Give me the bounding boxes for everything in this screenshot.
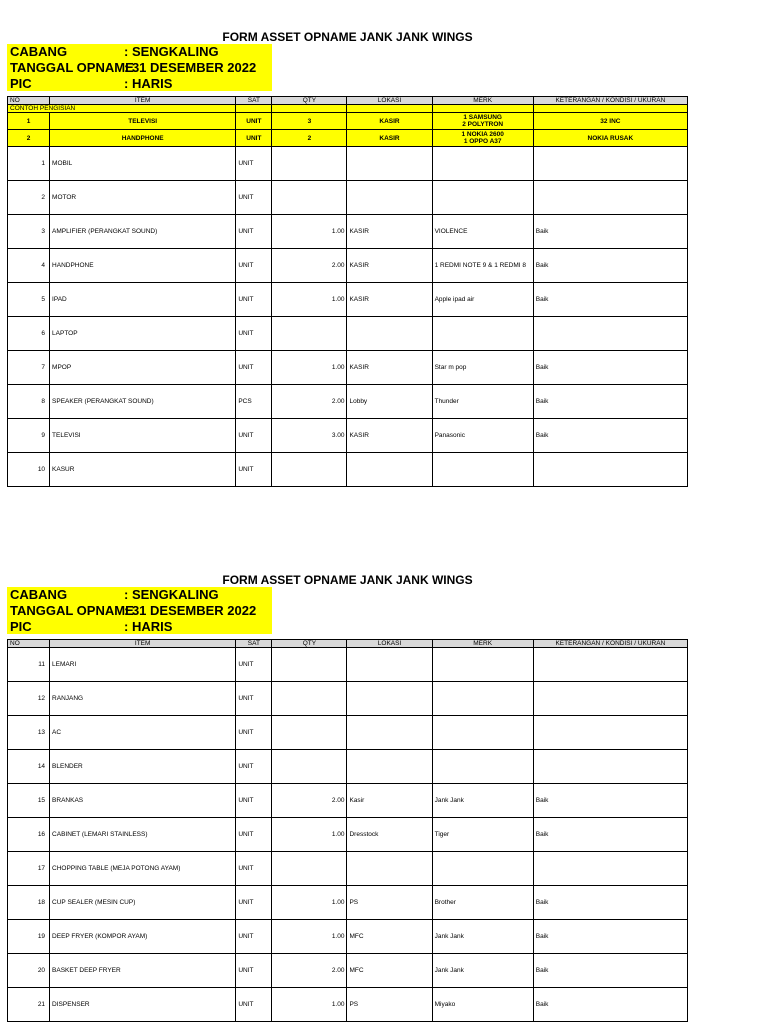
cell-merk: 1 REDMI NOTE 9 & 1 REDMI 8	[432, 249, 533, 283]
cell-keterangan: Baik	[533, 419, 687, 453]
table-row	[8, 351, 688, 385]
table-row	[8, 818, 688, 852]
cell-no: 14	[8, 750, 50, 784]
form-title: FORM ASSET OPNAME JANK JANK WINGS	[222, 573, 473, 587]
cell-qty: 1.00	[272, 988, 347, 1022]
info-pic: PIC : HARIS	[10, 76, 173, 91]
info-pic: PIC : HARIS	[10, 619, 173, 634]
cell-sat: UNIT	[236, 453, 272, 487]
cell-item: DEEP FRYER (KOMPOR AYAM)	[50, 920, 236, 954]
example-label: CONTOH PENGISIAN	[8, 105, 236, 113]
cell-qty: 1.00	[272, 818, 347, 852]
cell-lokasi	[347, 317, 432, 351]
cell-no: 18	[8, 886, 50, 920]
cell-merk: Miyako	[432, 988, 533, 1022]
cell-qty: 2.00	[272, 249, 347, 283]
info-tanggal: TANGGAL OPNAME: 31 DESEMBER 2022	[10, 60, 257, 75]
cell-merk	[432, 317, 533, 351]
cell-qty	[272, 648, 347, 682]
cell-qty: 1.00	[272, 351, 347, 385]
header-keterangan: KETERANGAN / KONDISI / UKURAN	[533, 97, 687, 105]
table-row	[8, 181, 688, 215]
info-box	[7, 587, 272, 634]
info-cabang: CABANG : SENGKALING	[10, 587, 219, 602]
cell-lokasi: KASIR	[347, 249, 432, 283]
info-cabang: CABANG : SENGKALING	[10, 44, 219, 59]
cell-merk: Jank Jank	[432, 920, 533, 954]
cell-item: BLENDER	[50, 750, 236, 784]
table-row	[8, 648, 688, 682]
table-row	[8, 920, 688, 954]
cell-keterangan: Baik	[533, 886, 687, 920]
cell-merk	[432, 852, 533, 886]
cell-no: 9	[8, 419, 50, 453]
cell-sat: UNIT	[236, 988, 272, 1022]
cell-merk: Apple ipad air	[432, 283, 533, 317]
cell-merk: Star m pop	[432, 351, 533, 385]
cell-qty	[272, 147, 347, 181]
cell-keterangan: Baik	[533, 920, 687, 954]
cell-keterangan: Baik	[533, 385, 687, 419]
table-row	[8, 954, 688, 988]
table-row	[8, 215, 688, 249]
cell-sat: PCS	[236, 385, 272, 419]
cell-merk: Jank Jank	[432, 954, 533, 988]
table-body	[8, 648, 688, 1022]
cell-qty	[272, 716, 347, 750]
cell-no: 4	[8, 249, 50, 283]
cell-keterangan	[533, 750, 687, 784]
cell-item: MOBIL	[50, 147, 236, 181]
cell-lokasi	[347, 648, 432, 682]
cell-sat: UNIT	[236, 818, 272, 852]
cell-lokasi	[347, 453, 432, 487]
cell-keterangan: Baik	[533, 283, 687, 317]
header-merk: MERK	[432, 640, 533, 648]
cell-merk: Panasonic	[432, 419, 533, 453]
cell-sat: UNIT	[236, 181, 272, 215]
cell-item: HANDPHONE	[50, 249, 236, 283]
cell-lokasi: KASIR	[347, 419, 432, 453]
table-row	[8, 750, 688, 784]
cell-keterangan: Baik	[533, 818, 687, 852]
cell-sat: UNIT	[236, 351, 272, 385]
cell-no: 10	[8, 453, 50, 487]
cell-sat: UNIT	[236, 750, 272, 784]
cell-merk	[432, 750, 533, 784]
cell-keterangan	[533, 453, 687, 487]
cell-item: BRANKAS	[50, 784, 236, 818]
asset-table	[7, 96, 688, 487]
cell-lokasi	[347, 852, 432, 886]
cell-item: MOTOR	[50, 181, 236, 215]
header-keterangan: KETERANGAN / KONDISI / UKURAN	[533, 640, 687, 648]
cell-item: KASUR	[50, 453, 236, 487]
example-row: 1 TELEVISI UNIT 3 KASIR 1 SAMSUNG 2 POLYTRON 32 INC	[8, 113, 688, 130]
cell-keterangan: Baik	[533, 215, 687, 249]
table-row	[8, 317, 688, 351]
cell-item: CUP SEALER (MESIN CUP)	[50, 886, 236, 920]
cell-no: 15	[8, 784, 50, 818]
asset-form-1	[7, 30, 688, 512]
cell-keterangan	[533, 317, 687, 351]
table-header-row	[8, 97, 688, 105]
cell-qty	[272, 453, 347, 487]
header-item: ITEM	[50, 97, 236, 105]
cell-item: RANJANG	[50, 682, 236, 716]
example-row: 2 HANDPHONE UNIT 2 KASIR 1 NOKIA 2600 1 OPPO A37 NOKIA RUSAK	[8, 130, 688, 147]
cell-lokasi: KASIR	[347, 215, 432, 249]
cell-qty: 2.00	[272, 784, 347, 818]
cell-lokasi: MFC	[347, 920, 432, 954]
header-lokasi: LOKASI	[347, 640, 432, 648]
cell-qty: 2.00	[272, 385, 347, 419]
cell-no: 20	[8, 954, 50, 988]
cell-sat: UNIT	[236, 419, 272, 453]
cell-sat: UNIT	[236, 784, 272, 818]
cell-item: AC	[50, 716, 236, 750]
table-row	[8, 852, 688, 886]
cell-no: 19	[8, 920, 50, 954]
cell-merk	[432, 682, 533, 716]
table-body	[8, 147, 688, 487]
form-title: FORM ASSET OPNAME JANK JANK WINGS	[222, 30, 473, 44]
cell-sat: UNIT	[236, 920, 272, 954]
header-sat: SAT	[236, 640, 272, 648]
info-box	[7, 44, 272, 91]
cell-keterangan	[533, 147, 687, 181]
cell-sat: UNIT	[236, 215, 272, 249]
cell-lokasi: Lobby	[347, 385, 432, 419]
example-label-row	[8, 105, 688, 113]
table-row	[8, 283, 688, 317]
cell-qty: 1.00	[272, 215, 347, 249]
cell-merk	[432, 648, 533, 682]
cell-no: 21	[8, 988, 50, 1022]
cell-keterangan	[533, 682, 687, 716]
cell-item: SPEAKER (PERANGKAT SOUND)	[50, 385, 236, 419]
cell-lokasi: Dresstock	[347, 818, 432, 852]
header-sat: SAT	[236, 97, 272, 105]
cell-qty	[272, 181, 347, 215]
cell-keterangan	[533, 181, 687, 215]
cell-sat: UNIT	[236, 716, 272, 750]
cell-merk	[432, 181, 533, 215]
cell-item: TELEVISI	[50, 419, 236, 453]
cell-keterangan	[533, 852, 687, 886]
cell-lokasi	[347, 181, 432, 215]
cell-lokasi: PS	[347, 988, 432, 1022]
cell-no: 17	[8, 852, 50, 886]
header-no: NO	[8, 640, 50, 648]
cell-qty	[272, 750, 347, 784]
table-row	[8, 419, 688, 453]
cell-item: DISPENSER	[50, 988, 236, 1022]
cell-sat: UNIT	[236, 682, 272, 716]
cell-merk: Brother	[432, 886, 533, 920]
cell-qty: 3.00	[272, 419, 347, 453]
cell-item: BASKET DEEP FRYER	[50, 954, 236, 988]
table-row	[8, 886, 688, 920]
cell-sat: UNIT	[236, 886, 272, 920]
table-row	[8, 716, 688, 750]
cell-sat: UNIT	[236, 954, 272, 988]
cell-keterangan: Baik	[533, 249, 687, 283]
cell-qty	[272, 682, 347, 716]
cell-no: 3	[8, 215, 50, 249]
table-row	[8, 682, 688, 716]
asset-form-2	[7, 573, 688, 1024]
cell-no: 16	[8, 818, 50, 852]
cell-no: 1	[8, 147, 50, 181]
cell-qty	[272, 852, 347, 886]
cell-lokasi: MFC	[347, 954, 432, 988]
cell-item: LAPTOP	[50, 317, 236, 351]
cell-no: 5	[8, 283, 50, 317]
cell-merk	[432, 147, 533, 181]
cell-qty	[272, 317, 347, 351]
cell-no: 11	[8, 648, 50, 682]
header-qty: QTY	[272, 640, 347, 648]
cell-keterangan: Baik	[533, 784, 687, 818]
cell-merk: Jank Jank	[432, 784, 533, 818]
cell-item: CHOPPING TABLE (MEJA POTONG AYAM)	[50, 852, 236, 886]
cell-sat: UNIT	[236, 147, 272, 181]
cell-keterangan	[533, 648, 687, 682]
table-row	[8, 453, 688, 487]
cell-qty: 2.00	[272, 954, 347, 988]
header-lokasi: LOKASI	[347, 97, 432, 105]
cell-item: CABINET (LEMARI STAINLESS)	[50, 818, 236, 852]
cell-lokasi	[347, 147, 432, 181]
cell-keterangan: Baik	[533, 988, 687, 1022]
cell-no: 6	[8, 317, 50, 351]
cell-merk: Thunder	[432, 385, 533, 419]
cell-item: LEMARI	[50, 648, 236, 682]
header-no: NO	[8, 97, 50, 105]
cell-sat: UNIT	[236, 283, 272, 317]
cell-sat: UNIT	[236, 249, 272, 283]
table-row	[8, 784, 688, 818]
cell-lokasi: KASIR	[347, 351, 432, 385]
cell-keterangan	[533, 716, 687, 750]
cell-keterangan: Baik	[533, 954, 687, 988]
cell-merk	[432, 716, 533, 750]
table-row	[8, 385, 688, 419]
header-qty: QTY	[272, 97, 347, 105]
cell-lokasi: Kasir	[347, 784, 432, 818]
cell-lokasi: KASIR	[347, 283, 432, 317]
table-header-row	[8, 640, 688, 648]
cell-no: 7	[8, 351, 50, 385]
table-row	[8, 147, 688, 181]
info-tanggal: TANGGAL OPNAME: 31 DESEMBER 2022	[10, 603, 257, 618]
cell-qty: 1.00	[272, 886, 347, 920]
cell-sat: UNIT	[236, 648, 272, 682]
cell-sat: UNIT	[236, 852, 272, 886]
cell-merk: VIOLENCE	[432, 215, 533, 249]
cell-qty: 1.00	[272, 283, 347, 317]
cell-lokasi	[347, 682, 432, 716]
cell-lokasi	[347, 750, 432, 784]
header-item: ITEM	[50, 640, 236, 648]
table-row	[8, 249, 688, 283]
cell-merk: Tiger	[432, 818, 533, 852]
cell-no: 12	[8, 682, 50, 716]
cell-merk	[432, 453, 533, 487]
cell-item: MPOP	[50, 351, 236, 385]
header-merk: MERK	[432, 97, 533, 105]
cell-no: 2	[8, 181, 50, 215]
cell-no: 8	[8, 385, 50, 419]
table-row	[8, 988, 688, 1022]
cell-item: IPAD	[50, 283, 236, 317]
cell-keterangan: Baik	[533, 351, 687, 385]
cell-item: AMPLIFIER (PERANGKAT SOUND)	[50, 215, 236, 249]
cell-lokasi: PS	[347, 886, 432, 920]
cell-qty: 1.00	[272, 920, 347, 954]
asset-table	[7, 639, 688, 1022]
cell-sat: UNIT	[236, 317, 272, 351]
cell-lokasi	[347, 716, 432, 750]
cell-no: 13	[8, 716, 50, 750]
